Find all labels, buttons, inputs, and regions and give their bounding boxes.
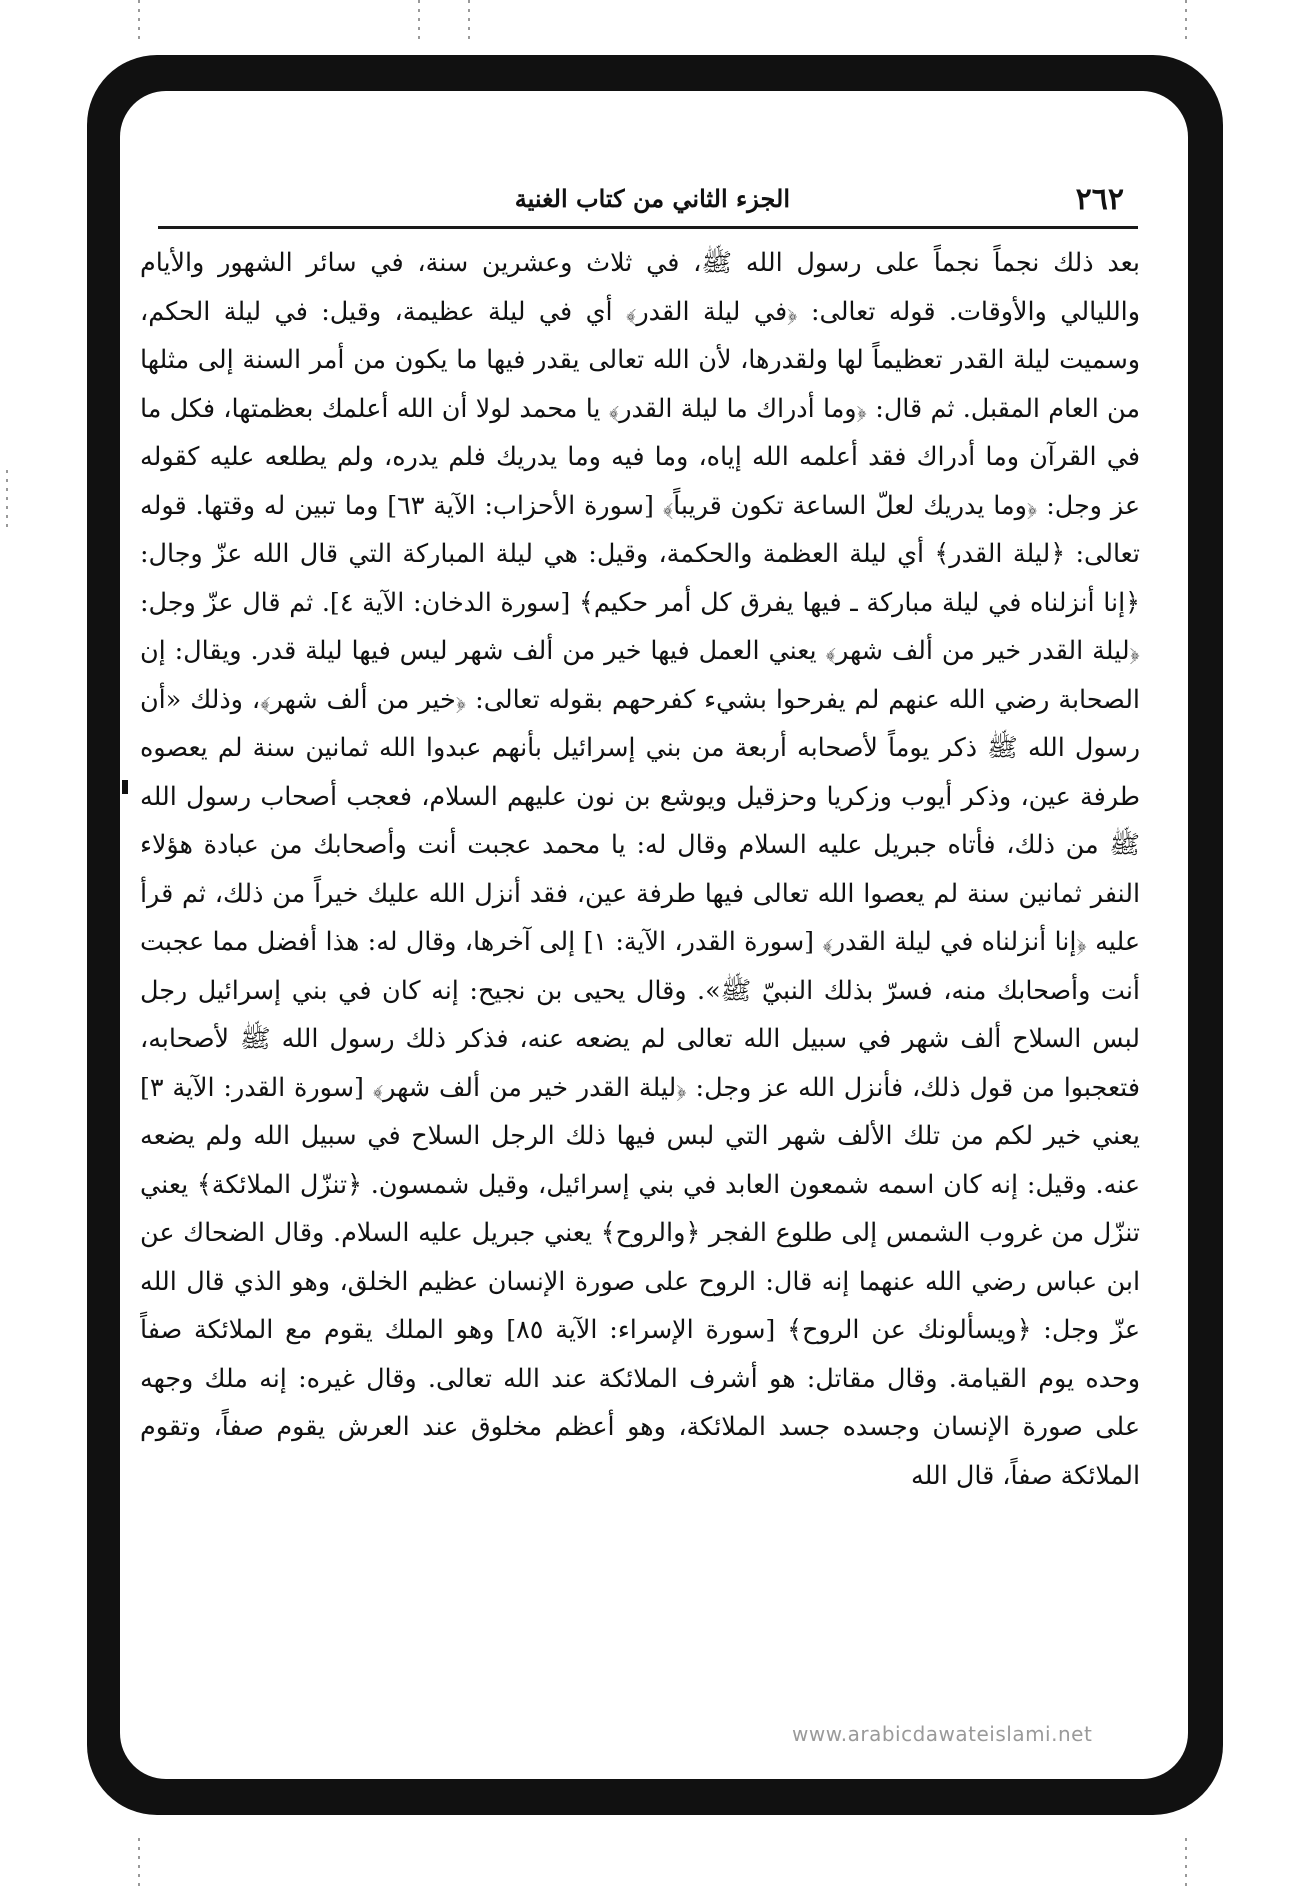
frame-tick-mark	[122, 780, 128, 794]
page-header	[165, 182, 1140, 222]
body-text	[140, 238, 1140, 1718]
scan-artifact-line	[138, 0, 140, 40]
running-head: الجزء الثاني من كتاب الغنية	[514, 184, 790, 213]
scan-artifact-line	[468, 0, 470, 40]
scan-artifact-line	[138, 1838, 140, 1886]
watermark-url: www.arabicdawateislami.net	[792, 1722, 1093, 1746]
scan-artifact-line	[418, 0, 420, 40]
page-number: ٢٦٢	[1075, 182, 1124, 217]
body-paragraph: بعد ذلك نجماً نجماً على رسول الله ﷺ، في ثلاث وعشرين سنة، في سائر الشهور والأيام والليالي والأوقات. قوله تعالى: ﴿في ليلة القدر﴾ أي في ليلة عظيمة، وقيل: في ليلة الحكم، وسميت ليلة القدر تعظيماً لها ولقدرها، لأن الله تعالى يقدر فيها ما يكون من أمر السنة إلى مثلها من العام المقبل. ثم قال: ﴿وما أدراك ما ليلة القدر﴾ يا محمد لولا أن الله أعلمك بعظمتها، فكل ما في القرآن وما أدراك فقد أعلمه الله إياه، وما فيه وما يدريك فلم يدره، ولم يطلعه عليه كقوله عز وجل: ﴿وما يدريك لعلّ الساعة تكون قريباً﴾ [سورة الأحزاب: الآية ٦٣] وما تبين له وقتها. قوله تعالى: ﴿ليلة القدر﴾ أي ليلة العظمة والحكمة، وقيل: هي ليلة المباركة التي قال الله عزّ وجال: ﴿إنا أنزلناه في ليلة مباركة ـ فيها يفرق كل أمر حكيم﴾ [سورة الدخان: الآية ٤]. ثم قال عزّ وجل: ﴿ليلة القدر خير من ألف شهر﴾ يعني العمل فيها خير من ألف شهر ليس فيها ليلة قدر. ويقال: إن الصحابة رضي الله عنهم لم يفرحوا بشيء كفرحهم بقوله تعالى: ﴿خير من ألف شهر﴾، وذلك «أن رسول الله ﷺ ذكر يوماً لأصحابه أربعة من بني إسرائيل بأنهم عبدوا الله ثمانين سنة لم يعصوه طرفة عين، وذكر أيوب وزكريا وحزقيل ويوشع بن نون عليهم السلام، فعجب أصحاب رسول الله ﷺ من ذلك، فأتاه جبريل عليه السلام وقال له: يا محمد عجبت أنت وأصحابك من عبادة هؤلاء النفر ثمانين سنة لم يعصوا الله تعالى فيها طرفة عين، فقد أنزل الله عليك خيراً من ذلك، ثم قرأ عليه ﴿إنا أنزلناه في ليلة القدر﴾ [سورة القدر، الآية: ١] إلى آخرها، وقال له: هذا أفضل مما عجبت أنت وأصحابك منه، فسرّ بذلك النبيّ ﷺ». وقال يحيى بن نجيح: إنه كان في بني إسرائيل رجل لبس السلاح ألف شهر في سبيل الله تعالى لم يضعه عنه، فذكر ذلك رسول الله ﷺ لأصحابه، فتعجبوا من قول ذلك، فأنزل الله عز وجل: ﴿ليلة القدر خير من ألف شهر﴾ [سورة القدر: الآية ٣] يعني خير لكم من تلك الألف شهر التي لبس فيها ذلك الرجل السلاح في سبيل الله ولم يضعه عنه. وقيل: إنه كان اسمه شمعون العابد في بني إسرائيل، وقيل شمسون. ﴿تنزّل الملائكة﴾ يعني تنزّل من غروب الشمس إلى طلوع الفجر ﴿والروح﴾ يعني جبريل عليه السلام. وقال الضحاك عن ابن عباس رضي الله عنهما إنه قال: الروح على صورة الإنسان عظيم الخلق، وهو الذي قال الله عزّ وجل: ﴿ويسألونك عن الروح﴾ [سورة الإسراء: الآية ٨٥] وهو الملك يقوم مع الملائكة صفاً وحده يوم القيامة. وقال مقاتل: هو أشرف الملائكة عند الله تعالى. وقال غيره: إنه ملك وجهه على صورة الإنسان وجسده جسد الملائكة، وهو أعظم مخلوق عند العرش يقوم صفاً، وتقوم الملائكة صفاً، قال الله	[140, 247, 1140, 1490]
scan-artifact-line	[1185, 0, 1187, 40]
scan-artifact-line	[6, 470, 8, 530]
header-rule	[158, 226, 1138, 229]
scan-artifact-line	[1185, 1838, 1187, 1886]
